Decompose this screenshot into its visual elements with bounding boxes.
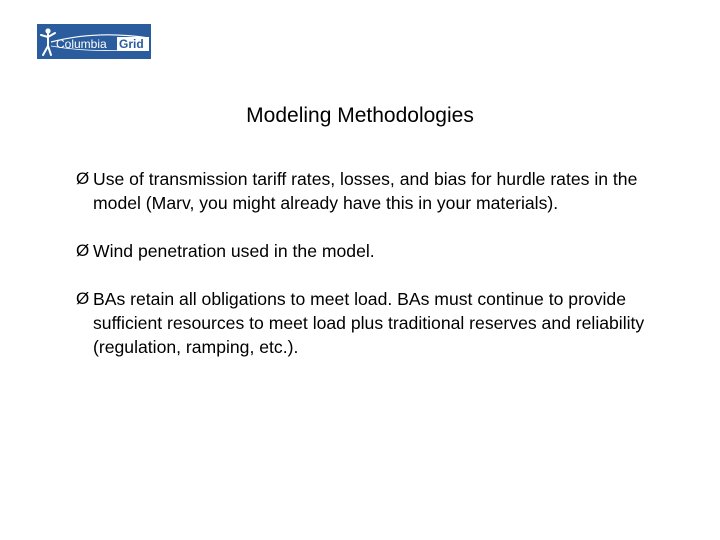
bullet-item	[76, 239, 646, 263]
bullet-arrow-icon: Ø	[76, 289, 90, 308]
columbiagrid-logo	[37, 24, 151, 59]
slide-title-text: Modeling Methodologies	[246, 104, 474, 127]
slide-title	[0, 103, 720, 129]
logo-graphic	[37, 24, 151, 59]
bullet-arrow-icon: Ø	[76, 241, 90, 260]
bullet-list	[76, 167, 646, 359]
bullet-item	[76, 287, 646, 359]
bullet-text: Wind penetration used in the model.	[93, 241, 375, 261]
bullet-text: BAs retain all obligations to meet load. BAs must continue to provide sufficient resources to meet load plus traditional reserves and reliability (regulation, ramping, etc.).	[93, 289, 645, 357]
bullet-arrow-icon: Ø	[76, 169, 90, 188]
logo-text-grid: Grid	[119, 37, 144, 51]
bullet-text: Use of transmission tariff rates, losses, and bias for hurdle rates in the model (Marv, you might already have this in your materials).	[93, 169, 638, 213]
logo-text-columbia: Columbia	[56, 37, 107, 51]
bullet-item	[76, 167, 646, 215]
